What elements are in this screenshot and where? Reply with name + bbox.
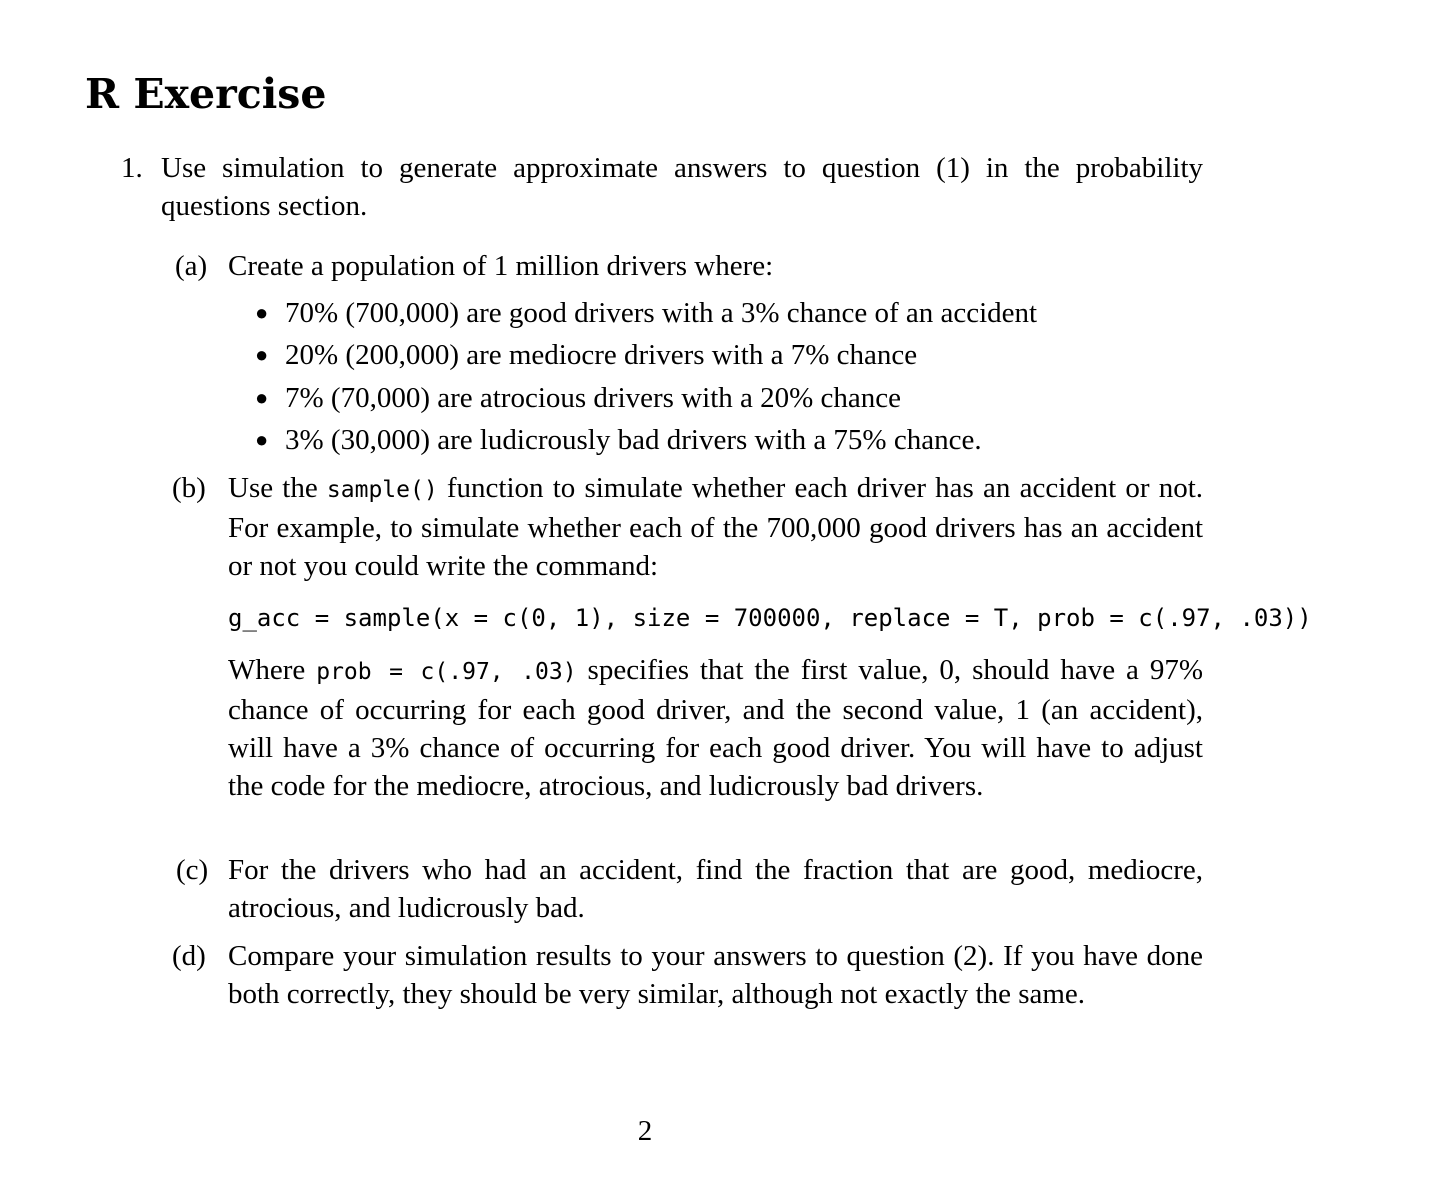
where-word: Where	[228, 654, 306, 686]
part-b-text	[228, 469, 1203, 585]
item-text: Use simulation to generate approximate answers to question (1) in the probability questions section.	[161, 152, 1203, 222]
bullet-marker: ●	[255, 385, 269, 410]
page-number: 2	[637, 1115, 653, 1147]
bullet-marker: ●	[255, 427, 269, 452]
explanation-text: specifies that the first value, 0, should have a 97% chance of occurring for each good driver, and the second value, 1 (an accident), will have a 3% chance of occurring for each good driver. You will have to adjust the code for the mediocre, atrocious, and ludicrously bad drivers.	[228, 654, 1204, 802]
part-b-explanation	[228, 651, 1203, 805]
part-b-text-start: Use the	[228, 472, 318, 504]
bullet-marker: ●	[255, 342, 269, 367]
bullet-item: 20% (200,000) are mediocre drivers with a 7% chance	[285, 339, 918, 371]
item-number: 1.	[121, 152, 143, 184]
inline-code-prob: prob = c(.97, .03)	[316, 659, 577, 685]
part-d-label: (d)	[172, 940, 206, 972]
part-b-label: (b)	[172, 472, 206, 504]
bullet-item: 3% (30,000) are ludicrously bad drivers with a 75% chance.	[285, 424, 982, 456]
part-c-text: For the drivers who had an accident, find the fraction that are good, mediocre, atrocious, and ludicrously bad.	[228, 854, 1203, 924]
bullet-item: 70% (700,000) are good drivers with a 3% chance of an accident	[285, 297, 1038, 329]
part-d-text: Compare your simulation results to your answers to question (2). If you have done both correctly, they should be very similar, although not exactly the same.	[228, 940, 1203, 1010]
part-b-text-rest: function to simulate whether each driver has an accident or not. For example, to simulate whether each of the 700,000 good drivers has an accident or not you could write the command:	[228, 472, 1204, 582]
bullet-item: 7% (70,000) are atrocious drivers with a 20% chance	[285, 382, 902, 414]
inline-code-sample: sample()	[326, 477, 438, 503]
section-title: R Exercise	[85, 70, 327, 118]
part-c-label: (c)	[176, 854, 209, 886]
code-block: g_acc = sample(x = c(0, 1), size = 700000, replace = T, prob = c(.97, .03))	[228, 604, 1312, 632]
bullet-marker: ●	[255, 300, 269, 325]
part-a-text: Create a population of 1 million drivers where:	[228, 250, 774, 282]
part-a-label: (a)	[175, 250, 208, 282]
